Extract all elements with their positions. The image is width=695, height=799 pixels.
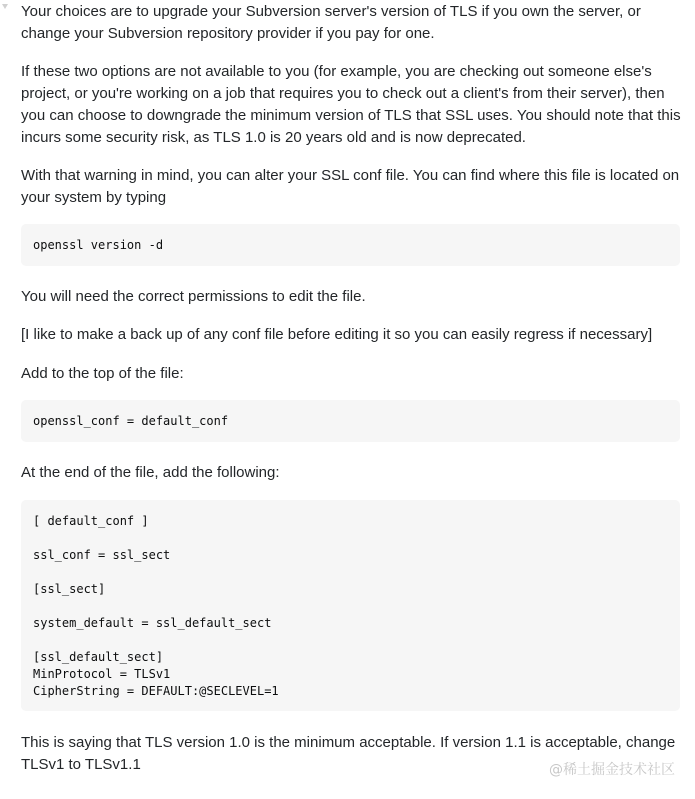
- paragraph-add-end: At the end of the file, add the following:: [21, 464, 280, 481]
- corner-arrow-icon: [2, 4, 8, 9]
- code-line: [ssl_default_sect]: [33, 650, 164, 664]
- code-line: [ssl_sect]: [33, 582, 106, 596]
- code-line: CipherString = DEFAULT:@SECLEVEL=1: [33, 684, 279, 698]
- code-line: system_default = ssl_default_sect: [33, 616, 272, 630]
- code-block-openssl-conf[interactable]: [21, 400, 680, 442]
- paragraph-add-top: Add to the top of the file:: [21, 365, 184, 382]
- paragraph-permissions: You will need the correct permissions to edit the file.: [21, 288, 366, 305]
- code-line: openssl version -d: [33, 238, 164, 252]
- paragraph-tls-minimum: This is saying that TLS version 1.0 is the minimum acceptable. If version 1.1 is acceptable, change TLSv1 to TLSv1.1: [21, 734, 676, 773]
- paragraph-backup-note: [I like to make a back up of any conf file before editing it so you can easily regress if necessary]: [21, 326, 653, 343]
- site-watermark: @稀土掘金技术社区: [549, 762, 675, 778]
- code-block-ssl-sections[interactable]: [21, 500, 680, 711]
- code-line: openssl_conf = default_conf: [33, 414, 229, 428]
- code-block-openssl-version[interactable]: [21, 224, 680, 266]
- paragraph-conf-location: With that warning in mind, you can alter your SSL conf file. You can find where this file is located on your system by typing: [21, 167, 680, 206]
- code-line: MinProtocol = TLSv1: [33, 667, 171, 681]
- code-line: ssl_conf = ssl_sect: [33, 548, 171, 562]
- paragraph-downgrade-option: If these two options are not available to you (for example, you are checking out someone else's project, or you're working on a job that requires you to check out a client's from their server), then you can choose to downgrade the minimum version of TLS that SSL uses. You should note that this incurs some security risk, as TLS 1.0 is 20 years old and is now deprecated.: [21, 63, 681, 146]
- code-line: [ default_conf ]: [33, 514, 149, 528]
- paragraph-upgrade-choices: Your choices are to upgrade your Subversion server's version of TLS if you own the server, or change your Subversion repository provider if you pay for one.: [21, 3, 641, 42]
